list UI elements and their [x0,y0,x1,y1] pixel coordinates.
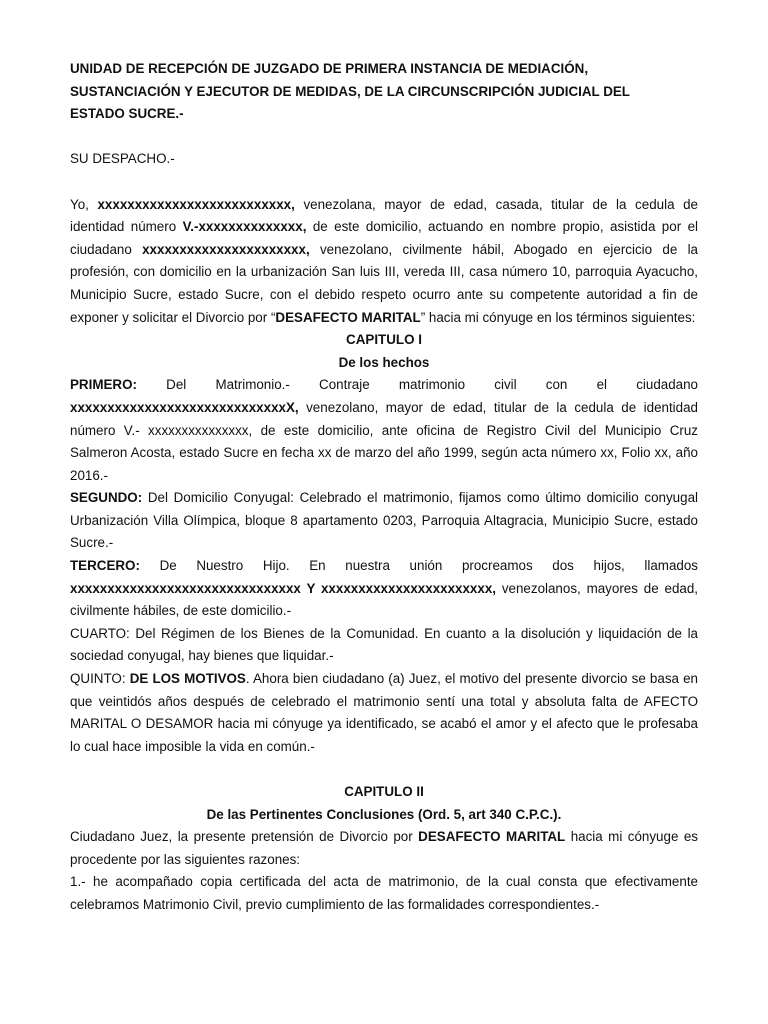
spouse-name: xxxxxxxxxxxxxxxxxxxxxxxxxxxxxX, [70,399,299,415]
intro-paragraph [70,194,698,330]
chapter-2-title: CAPITULO II [344,784,424,799]
clause-tercero [70,555,698,623]
divorce-cause: DESAFECTO MARITAL [275,309,421,325]
conclusion-text: hacia mi cónyuge es procedente por las siguientes razones: [70,829,698,867]
document-page [70,58,698,917]
intro-text: venezolana, mayor de edad, casada, titular de la cedula de identidad número [70,196,699,235]
clause-text: . Ahora bien ciudadano (a) Juez, el motivo del presente divorcio se basa en que veintidós años después de celebrado el matrimonio sentí una total y absoluta falta de AFECTO MARITAL O DESAMOR hacia mi cónyuge ya identificado, se acabó el amor y el afecto que le profesaba lo cual hace imposible la vida en común.- [70,671,698,754]
clause-text: Del Matrimonio.- Contraje matrimonio civil con el ciudadano [136,377,698,393]
clause-text: De Nuestro Hijo. En nuestra unión procreamos dos hijos, llamados [139,558,698,574]
petitioner-name: xxxxxxxxxxxxxxxxxxxxxxxxxx, [97,196,295,212]
clause-label: SEGUNDO: [70,490,143,506]
clause-primero [70,374,698,487]
petitioner-id: V.-xxxxxxxxxxxxxx, [182,219,307,235]
intro-text: de este domicilio, actuando en nombre propio, asistida por el ciudadano [70,219,698,257]
clause-label: TERCERO: [70,558,140,574]
divorce-cause: DESAFECTO MARITAL [418,829,566,845]
header-line-2: SUSTANCIACIÓN Y EJECUTOR DE MEDIDAS, DE LA CIRCUNSCRIPCIÓN JUDICIAL DEL [70,83,630,99]
header-line-3: ESTADO SUCRE.- [70,106,184,122]
clause-label: QUINTO: [70,671,130,687]
salutation: SU DESPACHO.- [70,151,175,167]
chapter-1-subtitle: De los hechos [338,354,430,370]
chapter-2-subtitle: De las Pertinentes Conclusiones (Ord. 5, art 340 C.P.C.). [206,806,562,822]
chapter-1-title: CAPITULO I [346,332,422,348]
clause-text: Del Domicilio Conyugal: Celebrado el matrimonio, fijamos como último domicilio conyugal Urbanización Villa Olímpica, bloque 8 apartamento 0203, Parroquia Altagracia, Municipio Sucre, estado Sucre.- [70,490,698,551]
lawyer-name: xxxxxxxxxxxxxxxxxxxxxx, [142,241,310,257]
intro-text: Yo, [70,196,98,212]
motives-heading: DE LOS MOTIVOS [129,671,246,687]
clause-cuarto: CUARTO: Del Régimen de los Bienes de la Comunidad. En cuanto a la disolución y liquidación de la sociedad conyugal, hay bienes que liquidar.- [70,625,698,664]
conclusion-paragraph [70,826,698,871]
conclusion-text: Ciudadano Juez, la presente pretensión de Divorcio por [70,829,419,845]
clause-text: venezolanos, mayores de edad, civilmente hábiles, de este domicilio.- [70,580,699,619]
clause-label: PRIMERO: [70,377,137,393]
intro-text: ” hacia mi cónyuge en los términos siguientes: [420,309,696,325]
conclusion-item-1: 1.- he acompañado copia certificada del acta de matrimonio, de la cual consta que efectivamente celebramos Matrimonio Civil, previo cumplimiento de las formalidades correspondientes.- [70,874,698,912]
header-line-1: UNIDAD DE RECEPCIÓN DE JUZGADO DE PRIMERA INSTANCIA DE MEDIACIÓN, [70,61,589,76]
court-header [70,58,698,126]
clause-quinto [70,668,698,758]
intro-text: venezolano, civilmente hábil, Abogado en ejercicio de la profesión, con domicilio en la urbanización San luis III, vereda III, casa número 10, parroquia Ayacucho, Municipio Sucre, estado Sucre, con el debido respeto ocurro ante su competente autoridad a fin de exponer y solicitar el Divorcio por “ [70,241,698,325]
children-names: xxxxxxxxxxxxxxxxxxxxxxxxxxxxxxx Y xxxxxxxxxxxxxxxxxxxxxxx, [70,580,496,596]
clause-text: venezolano, mayor de edad, titular de la cedula de identidad número V.- xxxxxxxxxxxxxxx, de este domicilio, ante oficina de Registro Civil del Municipio Cruz Salmeron Acosta, estado Sucre en fecha xx de marzo del año 1999, según acta número xx, Folio xx, año 2016.- [70,399,698,483]
clause-segundo [70,487,698,555]
